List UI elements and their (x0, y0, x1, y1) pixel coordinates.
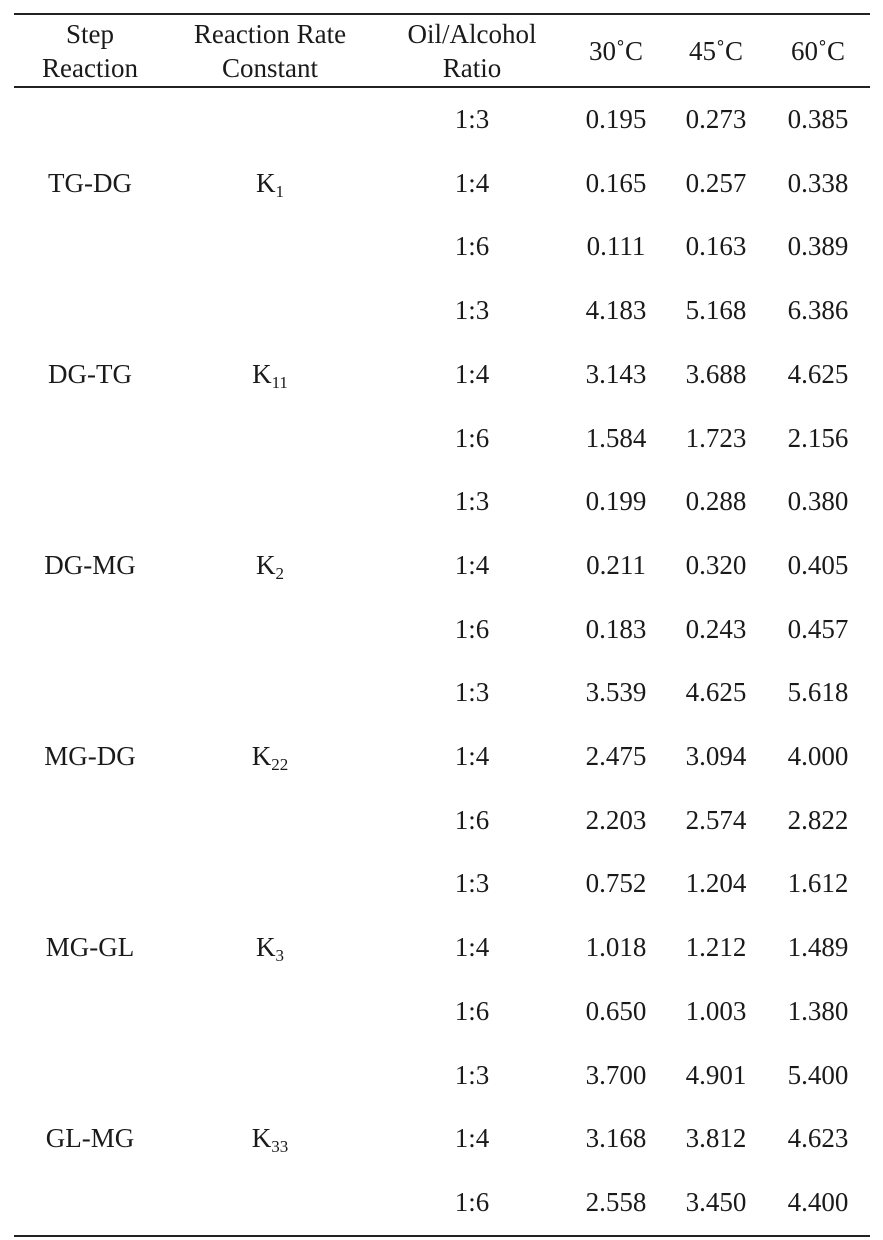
ratio-cell: 1:4 (454, 1123, 490, 1154)
rate-constant-symbol: K (252, 358, 272, 389)
value-cell-t45: 1.003 (685, 995, 747, 1026)
value-cell-t45: 4.901 (685, 1059, 747, 1090)
ratio-cell: 1:6 (454, 1186, 490, 1217)
rate-constant-cell (170, 354, 370, 394)
bottom-rule (14, 1235, 870, 1237)
value-cell-t60: 0.389 (787, 231, 849, 262)
header-45c-label: 45˚C (689, 36, 743, 66)
header-step-reaction (20, 18, 160, 84)
header-45c (666, 18, 766, 84)
ratio-cell: 1:3 (454, 295, 490, 326)
rate-constant-cell (170, 545, 370, 585)
header-ratio-line2: Ratio (442, 53, 502, 83)
value-cell-t30: 0.165 (585, 167, 647, 198)
rate-constant-cell (170, 163, 370, 203)
value-cell-t60: 6.386 (787, 295, 849, 326)
value-cell-t60: 0.338 (787, 167, 849, 198)
header-rule (14, 86, 870, 88)
step-reaction-cell: TG-DG (48, 167, 132, 198)
header-60c (766, 18, 870, 84)
header-step-reaction-line1: Step (65, 19, 114, 49)
header-rate-constant (170, 18, 370, 84)
value-cell-t60: 0.380 (787, 486, 849, 517)
rate-constant-cell (170, 736, 370, 776)
step-reaction-cell: DG-TG (48, 358, 132, 389)
value-cell-t30: 3.700 (585, 1059, 647, 1090)
value-cell-t60: 2.822 (787, 804, 849, 835)
ratio-cell: 1:3 (454, 1059, 490, 1090)
value-cell-t45: 1.212 (685, 932, 747, 963)
rate-constant-subscript: 2 (275, 563, 284, 583)
ratio-cell: 1:3 (454, 104, 490, 134)
value-cell-t45: 1.204 (685, 868, 747, 899)
value-cell-t30: 2.203 (585, 804, 647, 835)
value-cell-t45: 4.625 (685, 677, 747, 708)
value-cell-t60: 1.612 (787, 868, 849, 899)
rate-constant-subscript: 1 (275, 181, 284, 201)
value-cell-t30: 2.475 (585, 741, 647, 771)
ratio-cell: 1:4 (454, 358, 490, 389)
value-cell-t45: 2.574 (685, 804, 747, 835)
value-cell-t30: 0.752 (585, 868, 647, 899)
ratio-cell: 1:3 (454, 868, 490, 899)
value-cell-t30: 4.183 (585, 295, 647, 326)
header-30c-label: 30˚C (589, 36, 643, 66)
value-cell-t60: 0.405 (787, 549, 849, 580)
value-cell-t30: 2.558 (585, 1186, 647, 1217)
ratio-cell: 1:3 (454, 486, 490, 517)
value-cell-t60: 4.623 (787, 1123, 849, 1154)
value-cell-t60: 0.457 (787, 613, 849, 644)
value-cell-t45: 3.450 (685, 1186, 747, 1217)
ratio-cell: 1:4 (454, 167, 490, 198)
value-cell-t60: 4.625 (787, 358, 849, 389)
rate-constant-subscript: 11 (271, 372, 288, 392)
ratio-cell: 1:6 (454, 613, 490, 644)
value-cell-t60: 2.156 (787, 422, 849, 453)
ratio-cell: 1:6 (454, 231, 490, 262)
value-cell-t30: 1.018 (585, 932, 647, 963)
ratio-cell: 1:6 (454, 422, 490, 453)
rate-constant-subscript: 3 (275, 946, 284, 966)
top-rule (14, 13, 870, 15)
header-ratio (388, 18, 556, 84)
value-cell-t30: 0.199 (585, 486, 647, 517)
step-reaction-cell: MG-DG (44, 741, 136, 771)
rate-constant-symbol: K (251, 741, 272, 771)
header-rate-constant-line1: Reaction Rate (193, 19, 347, 49)
value-cell-t60: 0.385 (787, 104, 849, 134)
value-cell-t60: 4.400 (787, 1186, 849, 1217)
value-cell-t45: 0.163 (685, 231, 747, 262)
value-cell-t45: 0.257 (685, 167, 747, 198)
header-step-reaction-line2: Reaction (42, 53, 138, 83)
value-cell-t30: 3.143 (585, 358, 647, 389)
value-cell-t45: 0.288 (685, 486, 747, 517)
value-cell-t45: 3.688 (685, 358, 747, 389)
rate-constant-symbol: K (256, 167, 276, 198)
step-reaction-cell: MG-GL (45, 932, 135, 963)
value-cell-t30: 0.183 (585, 613, 647, 644)
value-cell-t45: 0.273 (685, 104, 747, 134)
value-cell-t60: 1.489 (787, 932, 849, 963)
value-cell-t30: 1.584 (585, 422, 647, 453)
value-cell-t60: 4.000 (787, 741, 849, 771)
ratio-cell: 1:3 (454, 677, 490, 708)
step-reaction-cell: DG-MG (44, 549, 136, 580)
ratio-cell: 1:4 (454, 932, 490, 963)
ratio-cell: 1:4 (454, 741, 490, 771)
rate-constant-cell (170, 927, 370, 967)
value-cell-t45: 0.243 (685, 613, 747, 644)
value-cell-t45: 3.094 (685, 741, 747, 771)
rate-constant-symbol: K (251, 1123, 272, 1154)
rate-constant-subscript: 22 (271, 755, 289, 774)
ratio-cell: 1:6 (454, 995, 490, 1026)
value-cell-t45: 3.812 (685, 1123, 747, 1154)
value-cell-t30: 0.211 (586, 549, 646, 580)
header-rate-constant-line2: Constant (221, 53, 318, 83)
rate-constant-cell (170, 1118, 370, 1158)
value-cell-t30: 0.111 (586, 231, 646, 262)
value-cell-t45: 0.320 (685, 549, 747, 580)
value-cell-t30: 0.195 (585, 104, 647, 134)
header-60c-label: 60˚C (791, 36, 845, 66)
step-reaction-cell: GL-MG (45, 1123, 135, 1154)
value-cell-t45: 1.723 (685, 422, 747, 453)
value-cell-t30: 0.650 (585, 995, 647, 1026)
rate-constant-symbol: K (256, 932, 276, 963)
header-30c (566, 18, 666, 84)
ratio-cell: 1:4 (454, 549, 490, 580)
value-cell-t60: 5.618 (787, 677, 849, 708)
value-cell-t60: 1.380 (787, 995, 849, 1026)
value-cell-t45: 5.168 (685, 295, 747, 326)
value-cell-t30: 3.168 (585, 1123, 647, 1154)
header-ratio-line1: Oil/Alcohol (407, 19, 537, 49)
rate-constant-subscript: 33 (271, 1137, 289, 1157)
ratio-cell: 1:6 (454, 804, 490, 835)
value-cell-t30: 3.539 (585, 677, 647, 708)
rate-constant-symbol: K (256, 549, 276, 580)
value-cell-t60: 5.400 (787, 1059, 849, 1090)
